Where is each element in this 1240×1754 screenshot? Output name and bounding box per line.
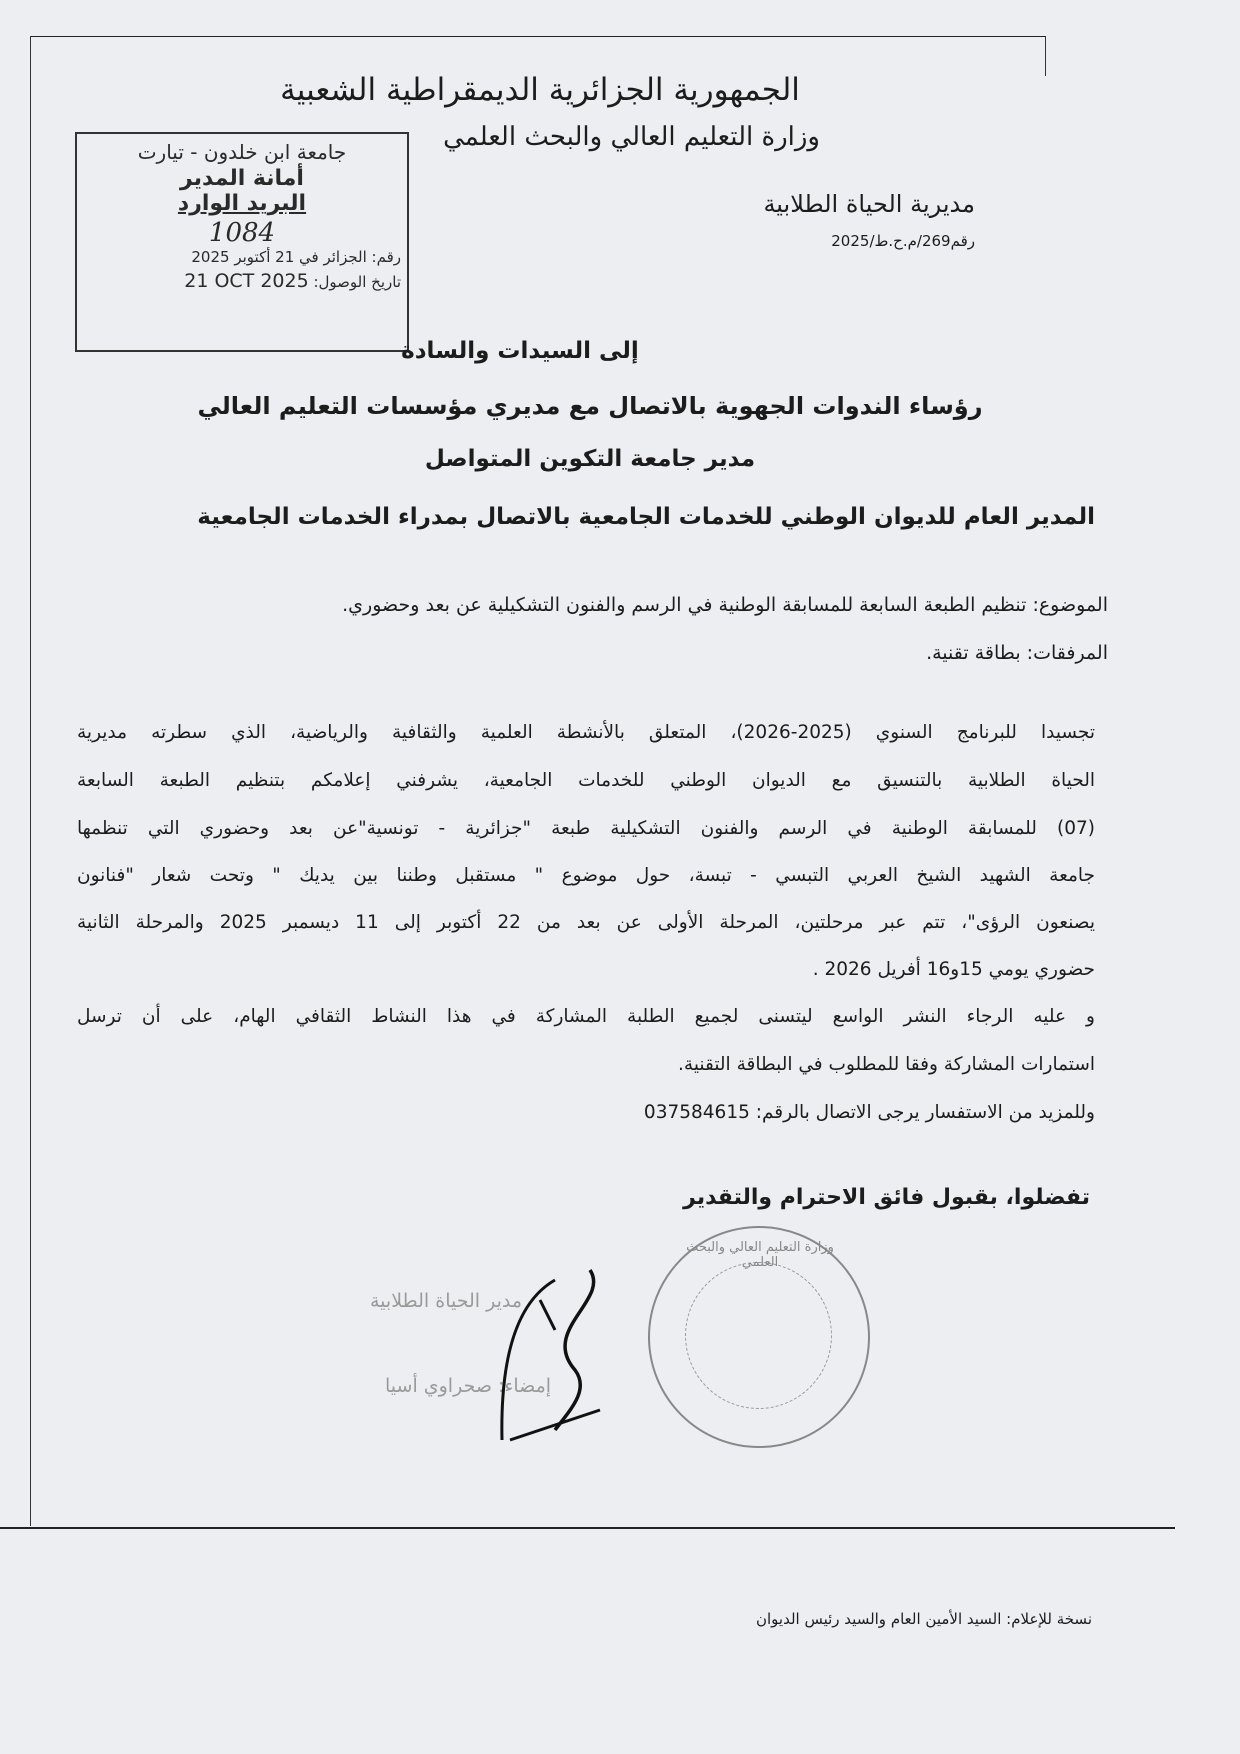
- stamp-arrival: [77, 270, 407, 292]
- stamp-handwritten-number: 1084: [208, 218, 276, 248]
- closing: تفضلوا، بقبول فائق الاحترام والتقدير: [683, 1185, 1090, 1210]
- incoming-mail-stamp: [75, 132, 409, 352]
- body-line: جامعة الشهيد الشيخ العربي التبسي - تبسة، حول موضوع " مستقبل وطننا بين يديك " وتحت شعار "فنانون: [77, 865, 1095, 886]
- body-line: الحياة الطلابية بالتنسيق مع الديوان الوطني للخدمات الجامعية، يشرفني إعلامكم بتنظيم الطبعة السابعة: [77, 770, 1095, 791]
- page-border-bottom: [0, 1527, 1175, 1529]
- addressee-line: رؤساء الندوات الجهوية بالاتصال مع مديري مؤسسات التعليم العالي: [197, 392, 983, 420]
- attachments: المرفقات: بطاقة تقنية.: [926, 642, 1108, 664]
- addressee-line: إلى السيدات والسادة: [401, 338, 639, 364]
- page-border-right: [1045, 36, 1046, 76]
- body-line: تجسيدا للبرنامج السنوي (2025-2026)، المتعلق بالأنشطة العلمية والثقافية والرياضية، الذي سطرته مديرية: [77, 722, 1095, 743]
- official-seal-inner-ring: [685, 1262, 832, 1409]
- addressee-line: المدير العام للديوان الوطني للخدمات الجامعية بالاتصال بمدراء الخدمات الجامعية: [197, 504, 1095, 530]
- ministry-title: وزارة التعليم العالي والبحث العلمي: [443, 122, 820, 152]
- body-line: (07) للمسابقة الوطنية في الرسم والفنون التشكيلية طبعة "جزائرية - تونسية"عن بعد وحضوري التي تنظمها: [77, 818, 1095, 839]
- reference-number: رقم269/م.ح.ط/2025: [831, 232, 975, 250]
- subject: الموضوع: تنظيم الطبعة السابعة للمسابقة الوطنية في الرسم والفنون التشكيلية عن بعد وحضوري.: [342, 594, 1108, 616]
- stamp-office: أمانة المدير: [180, 166, 304, 191]
- stamp-mail: البريد الوارد: [177, 191, 307, 216]
- addressee-line: مدير جامعة التكوين المتواصل: [424, 446, 756, 472]
- page-border-left: [30, 36, 31, 1526]
- directorate-name: مديرية الحياة الطلابية: [763, 190, 975, 218]
- body-line: يصنعون الرؤى"، تتم عبر مرحلتين، المرحلة الأولى عن بعد من 22 أكتوبر إلى 11 ديسمبر 2025 والمرحلة الثانية: [77, 912, 1095, 933]
- handwritten-signature: [480, 1260, 680, 1450]
- stamp-number-date: رقم: الجزائر في 21 أكتوبر 2025: [191, 248, 401, 266]
- stamp-university: جامعة ابن خلدون - تيارت: [137, 140, 347, 164]
- body-line: حضوري يومي 15و16 أفريل 2026 .: [812, 959, 1095, 980]
- body-line: استمارات المشاركة وفقا للمطلوب في البطاقة التقنية.: [678, 1054, 1095, 1075]
- body-line: و عليه الرجاء النشر الواسع ليتسنى لجميع الطلبة المشاركة في هذا النشاط الثقافي الهام، على أن ترسل: [77, 1006, 1095, 1027]
- stamp-arrival-date: 21 OCT 2025: [184, 270, 309, 292]
- signatory-name: إمضاء: صحراوي أسيا: [385, 1375, 552, 1397]
- country-title: الجمهورية الجزائرية الديمقراطية الشعبية: [280, 72, 800, 108]
- contact-line: وللمزيد من الاستفسار يرجى الاتصال بالرقم: 037584615: [643, 1102, 1095, 1123]
- signatory-title: مدير الحياة الطلابية: [370, 1290, 523, 1312]
- copy-note: نسخة للإعلام: السيد الأمين العام والسيد رئيس الديوان: [755, 1610, 1092, 1628]
- page-border-top: [30, 36, 1046, 37]
- stamp-arrival-label: تاريخ الوصول:: [313, 273, 401, 291]
- seal-text: وزارة التعليم العالي والبحث العلمي: [686, 1240, 834, 1270]
